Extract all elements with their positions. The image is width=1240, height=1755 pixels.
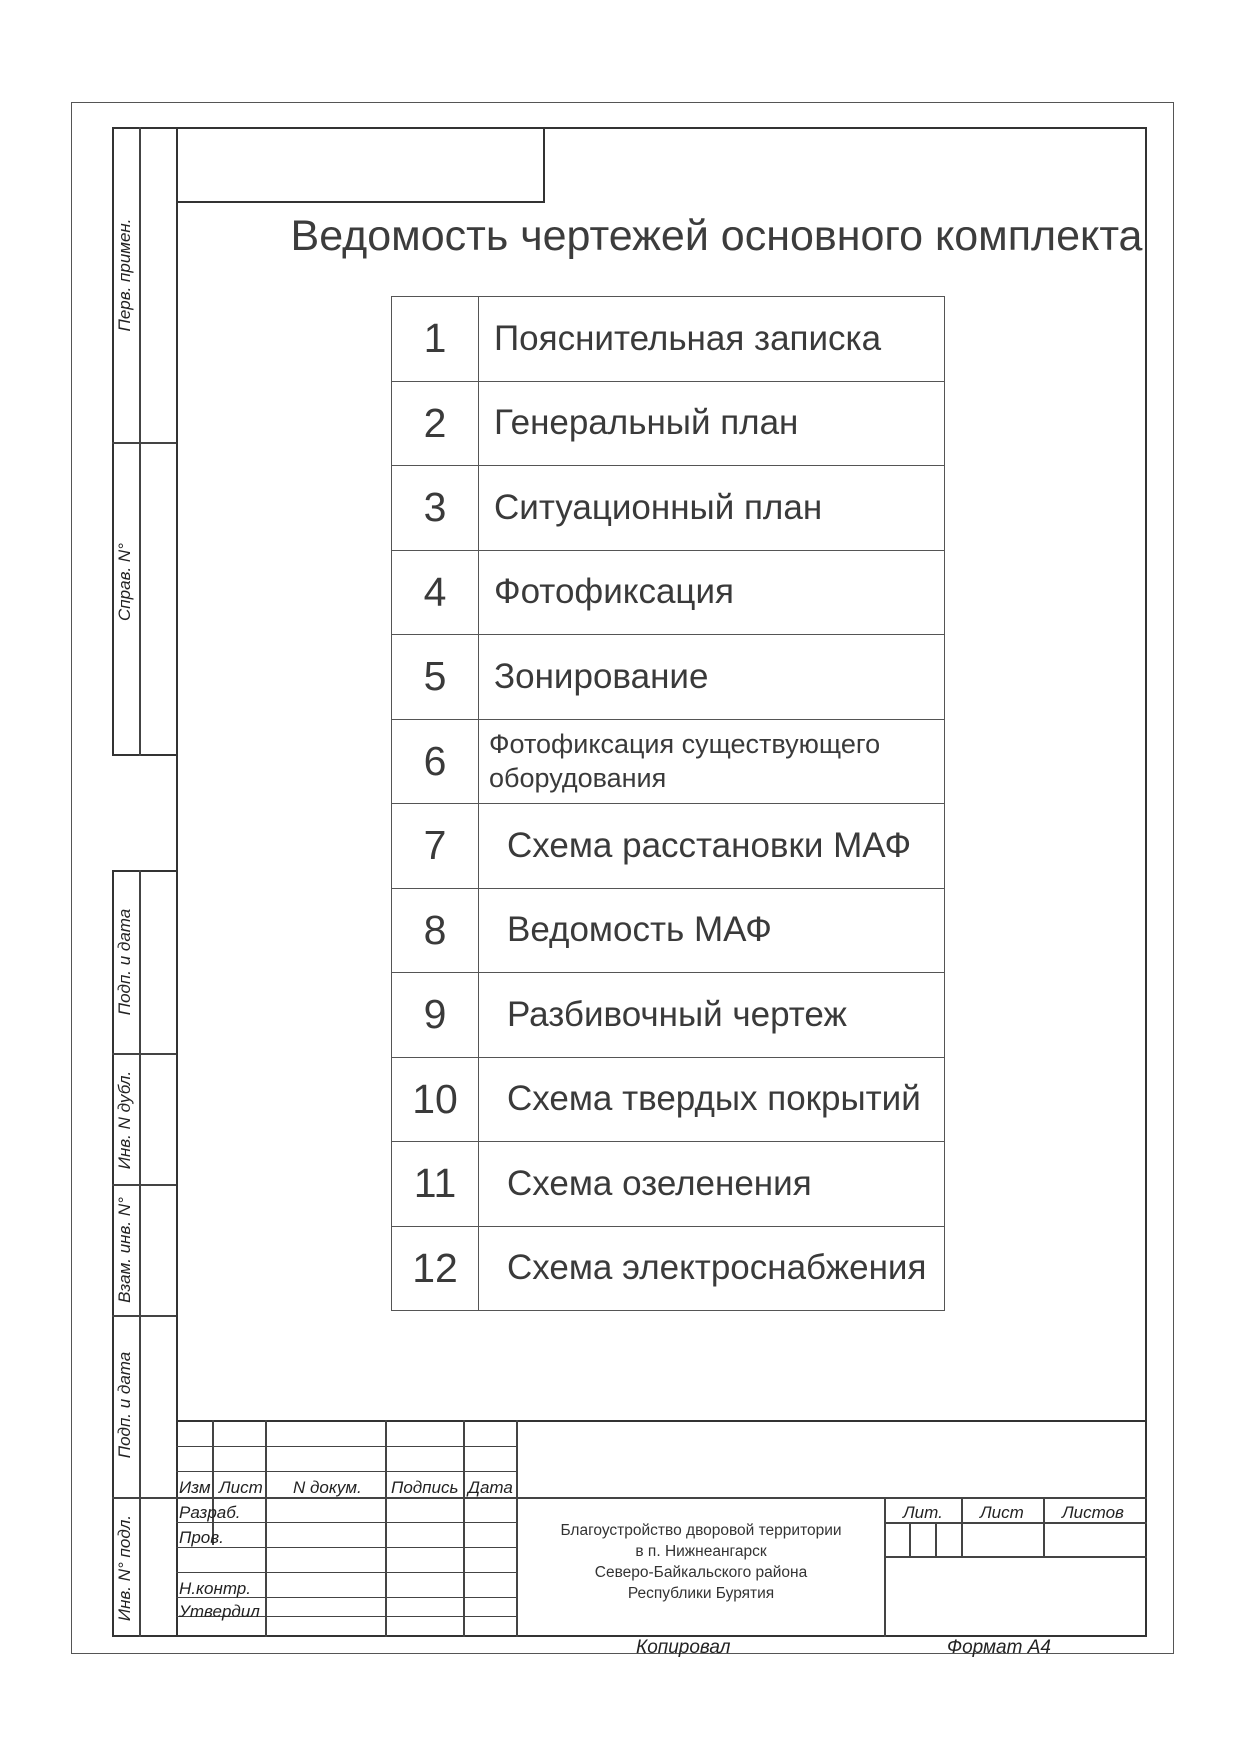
sheet-name: Ведомость МАФ	[479, 888, 945, 973]
table-row	[392, 381, 945, 466]
sheet-name: Схема твердых покрытий	[479, 1057, 945, 1142]
vzam-inv-label: Взам. инв. N°	[115, 1197, 134, 1303]
header-list: Лист	[219, 1478, 263, 1497]
kopiroval-label: Копировал	[636, 1637, 731, 1658]
table-row	[392, 297, 945, 382]
table-row	[392, 888, 945, 973]
table-row	[392, 550, 945, 635]
inv-dubl-label: Инв. N дубл.	[115, 1070, 134, 1170]
description-line: Благоустройство дворовой территории	[560, 1522, 842, 1539]
header-izm: Изм	[179, 1478, 211, 1497]
sprav-no-label: Справ. N°	[115, 543, 134, 621]
sheet-number: 11	[392, 1142, 479, 1227]
sheet-number: 4	[392, 550, 479, 635]
sheet-name: Ситуационный план	[479, 466, 945, 551]
role-razrab: Разраб.	[179, 1503, 241, 1522]
inv-podl-label: Инв. N° подл.	[115, 1514, 134, 1622]
table-row	[392, 466, 945, 551]
role-prov: Пров.	[179, 1528, 224, 1547]
page-title: Ведомость чертежей основного комплекта	[290, 212, 1143, 260]
sheet-name: Разбивочный чертеж	[479, 973, 945, 1058]
sheet-number: 12	[392, 1226, 479, 1311]
sheet-name: Пояснительная записка	[479, 297, 945, 382]
sheet-number: 8	[392, 888, 479, 973]
sheet-name: Фотофиксация	[479, 550, 945, 635]
header-podpis: Подпись	[391, 1478, 459, 1497]
table-row	[392, 1057, 945, 1142]
table-row	[392, 973, 945, 1058]
table-row	[392, 719, 945, 804]
sheet-number: 1	[392, 297, 479, 382]
sheet-name: Схема электроснабжения	[479, 1226, 945, 1311]
sheet-number: 3	[392, 466, 479, 551]
sheet-name: Схема расстановки МАФ	[479, 804, 945, 889]
description-line: Северо-Байкальского района	[594, 1564, 808, 1581]
sheet-name: Зонирование	[479, 635, 945, 720]
role-n-kontr: Н.контр.	[179, 1579, 251, 1598]
sheet-number: 5	[392, 635, 479, 720]
sheet-name: Фотофиксация существующего оборудования	[479, 719, 945, 804]
sheet-number: 9	[392, 973, 479, 1058]
sheet-name: Схема озеленения	[479, 1142, 945, 1227]
podp-data-label-2: Подп. и дата	[115, 1351, 134, 1459]
podp-data-label-1: Подп. и дата	[115, 908, 134, 1016]
table-row	[392, 804, 945, 889]
sheet-number: 6	[392, 719, 479, 804]
top-left-stamp-box	[176, 127, 545, 203]
listov-label: Листов	[1062, 1503, 1124, 1522]
sheet-number: 7	[392, 804, 479, 889]
header-n-dokum: N докум.	[293, 1478, 362, 1497]
header-data: Дата	[468, 1478, 513, 1497]
perv-primen-label: Перв. примен.	[115, 218, 134, 332]
description-line: в п. Нижнеангарск	[635, 1543, 767, 1560]
sheets-table	[391, 296, 945, 1311]
sheet-number: 2	[392, 381, 479, 466]
sheet-number: 10	[392, 1057, 479, 1142]
list-label: Лист	[980, 1503, 1024, 1522]
lit-label: Лит.	[903, 1503, 943, 1522]
table-row	[392, 1142, 945, 1227]
table-row	[392, 635, 945, 720]
description-line: Республики Бурятия	[627, 1585, 775, 1602]
table-row	[392, 1226, 945, 1311]
format-label: Формат А4	[947, 1637, 1051, 1658]
project-description	[518, 1520, 884, 1604]
role-utverdil: Утвердил	[179, 1602, 260, 1621]
sheet-name: Генеральный план	[479, 381, 945, 466]
